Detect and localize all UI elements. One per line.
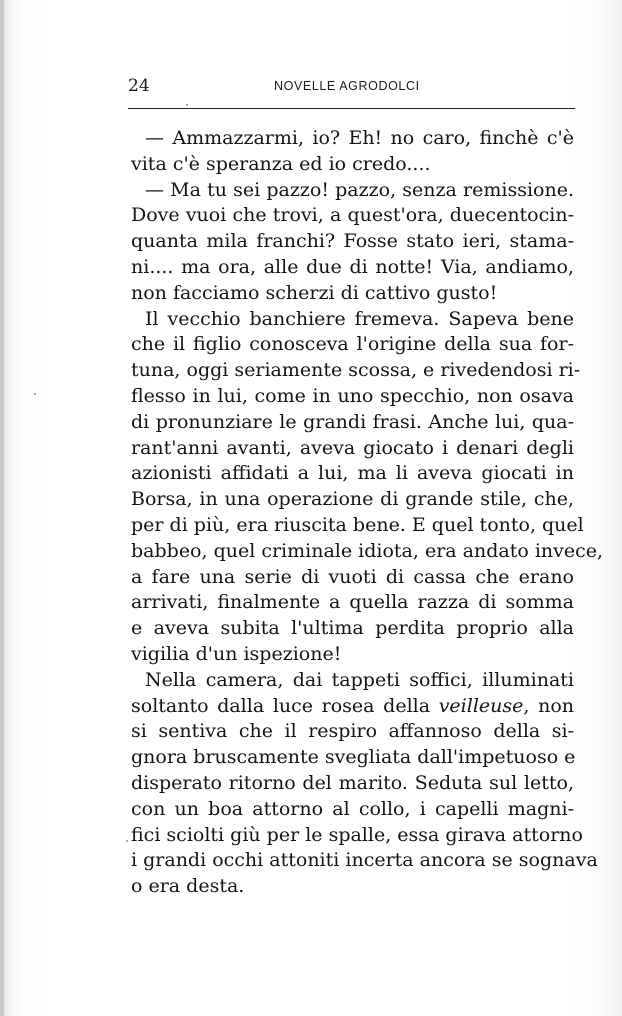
italic-word: veilleuse — [438, 694, 524, 717]
text-line: disperato ritorno del marito. Seduta sul letto, — [131, 771, 574, 794]
text-line: che il figlio conosceva l'origine della sua for- — [131, 333, 574, 356]
text-line: Il vecchio banchiere fremeva. Sapeva bene — [145, 307, 574, 330]
text-line: Borsa, in una operazione di grande stile, che, — [131, 488, 574, 511]
text-line: si sentiva che il respiro affannoso della si- — [131, 720, 574, 743]
text-fragment: , non — [523, 694, 574, 717]
text-line: vita c'è speranza ed io credo.... — [131, 152, 431, 175]
text-line: tuna, oggi seriamente scossa, e rivedendosi ri- — [131, 359, 581, 382]
text-line: vigilia d'un ispezione! — [131, 642, 342, 665]
text-line: a fare una serie di vuoti di cassa che erano — [131, 565, 574, 588]
text-line: ni.... ma ora, alle due di notte! Via, andiamo, — [131, 255, 574, 278]
text-line: rant'anni avanti, aveva giocato i denari degli — [131, 436, 574, 459]
text-line: per di più, era riuscita bene. E quel tonto, quel — [131, 513, 584, 536]
text-line: di pronunziare le grandi frasi. Anche lui, qua- — [131, 410, 574, 433]
text-fragment: soltanto dalla luce rosea della — [131, 694, 439, 717]
text-line: babbeo, quel criminale idiota, era andato invece, — [131, 539, 604, 562]
running-title: NOVELLE AGRODOLCI — [274, 79, 420, 93]
header-rule — [128, 108, 575, 109]
text-line: flesso in lui, come in uno specchio, non osava — [131, 384, 574, 407]
paper-speck — [34, 393, 36, 395]
text-line: quanta mila franchi? Fosse stato ieri, stama- — [131, 230, 574, 253]
text-line: o era desta. — [131, 875, 245, 898]
text-line: Dove vuoi che trovi, a quest'ora, duecentocin- — [131, 204, 574, 227]
page-number: 24 — [128, 76, 150, 96]
text-line: i grandi occhi attoniti incerta ancora se sognava — [131, 849, 598, 872]
page-binding-edge — [0, 0, 4, 1016]
page-header — [128, 76, 574, 98]
text-line: gnora bruscamente svegliata dall'impetuoso e — [131, 746, 576, 769]
text-line: con un boa attorno al collo, i capelli magni- — [131, 797, 574, 820]
paper-speck — [186, 104, 188, 106]
text-line: — Ammazzarmi, io? Eh! no caro, finchè c'è — [145, 127, 574, 149]
text-line — [131, 694, 574, 720]
paper-speck — [126, 840, 128, 842]
text-line: — Ma tu sei pazzo! pazzo, senza remissione. — [145, 178, 574, 201]
text-line: e aveva subita l'ultima perdita proprio alla — [131, 617, 574, 640]
text-line: non facciamo scherzi di cattivo gusto! — [131, 281, 498, 304]
text-line: azionisti affidati a lui, ma li aveva giocati in — [131, 462, 574, 485]
text-line: arrivati, finalmente a quella razza di somma — [131, 591, 574, 614]
text-body — [131, 126, 604, 900]
text-line: fici sciolti giù per le spalle, essa girava attorno — [131, 823, 583, 846]
text-line: Nella camera, dai tappeti soffici, illuminati — [145, 668, 574, 691]
